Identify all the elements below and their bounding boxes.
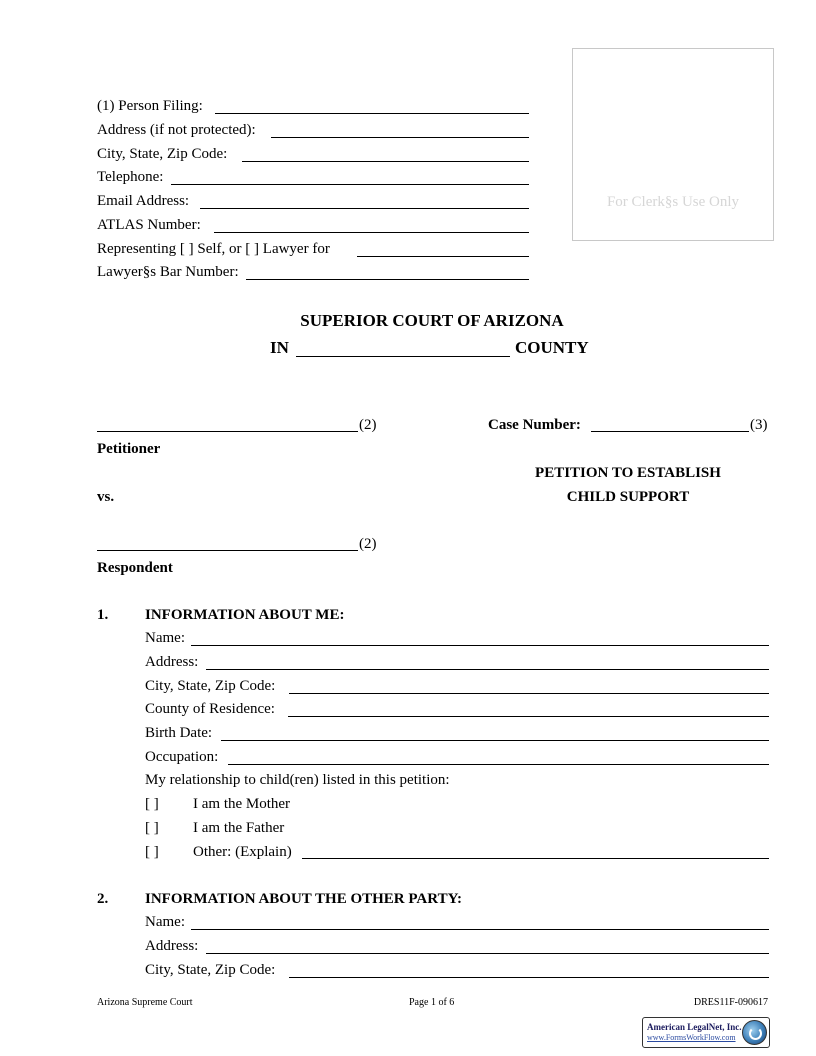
field-line[interactable] <box>221 740 769 741</box>
field-label: Telephone: <box>97 169 164 185</box>
respondent-line[interactable] <box>97 550 358 551</box>
globe-icon <box>742 1020 767 1045</box>
logo-company: American LegalNet, Inc. <box>647 1022 742 1032</box>
my-birth-date-field[interactable] <box>145 724 769 742</box>
atlas-number-field[interactable] <box>97 216 529 234</box>
field-line[interactable] <box>228 764 769 765</box>
field-line[interactable] <box>271 137 529 138</box>
other-explain-line[interactable] <box>302 858 769 859</box>
field-line[interactable] <box>288 716 769 717</box>
field-line[interactable] <box>206 953 769 954</box>
field-line[interactable] <box>200 208 529 209</box>
address-field[interactable] <box>97 121 529 139</box>
field-label: Lawyer§s Bar Number: <box>97 264 239 280</box>
doc-title-line2: CHILD SUPPORT <box>566 489 690 505</box>
doc-title-line1: PETITION TO ESTABLISH <box>535 465 721 481</box>
father-checkbox[interactable]: [ ] <box>145 820 159 836</box>
footer-page: Page 1 of 6 <box>409 997 455 1008</box>
field-line[interactable] <box>242 161 529 162</box>
field-line[interactable] <box>191 645 769 646</box>
bar-number-field[interactable] <box>97 263 529 281</box>
petitioner-number: (2) <box>359 417 377 433</box>
section2-number: 2. <box>97 891 109 907</box>
county-suffix: COUNTY <box>515 338 589 357</box>
city-state-zip-field[interactable] <box>97 145 529 163</box>
field-label: Address: <box>145 654 199 670</box>
my-address-field[interactable] <box>145 653 769 671</box>
section1-number: 1. <box>97 607 109 623</box>
my-city-state-zip-field[interactable] <box>145 677 769 695</box>
field-label: Address (if not protected): <box>97 122 256 138</box>
field-line[interactable] <box>246 279 529 280</box>
case-number-ref: (3) <box>750 417 768 433</box>
person-filing-field[interactable] <box>97 97 529 115</box>
respondent-label: Respondent <box>97 560 173 576</box>
section2-heading: INFORMATION ABOUT THE OTHER PARTY: <box>145 891 463 907</box>
mother-checkbox[interactable]: [ ] <box>145 796 159 812</box>
vs-label: vs. <box>97 489 115 505</box>
field-line[interactable] <box>191 929 769 930</box>
other-option-label: Other: (Explain) <box>193 844 292 860</box>
my-county-field[interactable] <box>145 700 769 718</box>
county-line[interactable] <box>296 356 510 357</box>
field-label: Representing [ ] Self, or [ ] Lawyer for <box>97 241 330 257</box>
legalnet-logo[interactable] <box>642 1017 770 1048</box>
field-line[interactable] <box>215 113 529 114</box>
section1-heading: INFORMATION ABOUT ME: <box>145 607 345 623</box>
petitioner-line[interactable] <box>97 431 358 432</box>
field-label: Name: <box>145 630 185 646</box>
field-line[interactable] <box>289 693 769 694</box>
field-line[interactable] <box>206 669 769 670</box>
logo-url[interactable]: www.FormsWorkFlow.com <box>647 1033 736 1042</box>
field-label: Birth Date: <box>145 725 213 741</box>
field-label: Name: <box>145 914 185 930</box>
field-label: ATLAS Number: <box>97 217 201 233</box>
field-label: Occupation: <box>145 749 219 765</box>
my-name-field[interactable] <box>145 629 769 647</box>
case-number-line[interactable] <box>591 431 749 432</box>
field-label: City, State, Zip Code: <box>97 146 228 162</box>
field-line[interactable] <box>289 977 769 978</box>
other-party-address-field[interactable] <box>145 937 769 955</box>
case-number-label: Case Number: <box>488 417 581 433</box>
other-party-city-state-zip-field[interactable] <box>145 961 769 979</box>
email-field[interactable] <box>97 192 529 210</box>
footer-form-code: DRES11F-090617 <box>693 997 768 1008</box>
other-party-name-field[interactable] <box>145 913 769 931</box>
field-line[interactable] <box>171 184 529 185</box>
field-label: City, State, Zip Code: <box>145 678 276 694</box>
petitioner-label: Petitioner <box>97 441 161 457</box>
field-label: (1) Person Filing: <box>97 98 203 114</box>
court-title: SUPERIOR COURT OF ARIZONA <box>300 311 564 330</box>
respondent-number: (2) <box>359 536 377 552</box>
clerk-use-label: For Clerk§s Use Only <box>606 194 740 210</box>
my-occupation-field[interactable] <box>145 748 769 766</box>
field-label: Address: <box>145 938 199 954</box>
field-label: Email Address: <box>97 193 190 209</box>
field-line[interactable] <box>357 256 529 257</box>
field-label: County of Residence: <box>145 701 275 717</box>
field-label: City, State, Zip Code: <box>145 962 276 978</box>
footer-left: Arizona Supreme Court <box>97 997 193 1008</box>
representing-field[interactable] <box>97 240 529 258</box>
mother-option-label: I am the Mother <box>193 796 291 812</box>
relationship-prompt: My relationship to child(ren) listed in this petition: <box>145 772 450 788</box>
father-option-label: I am the Father <box>193 820 285 836</box>
telephone-field[interactable] <box>97 168 529 186</box>
county-prefix: IN <box>270 338 289 357</box>
other-checkbox[interactable]: [ ] <box>145 844 159 860</box>
clerk-use-box <box>572 48 774 241</box>
field-line[interactable] <box>214 232 529 233</box>
